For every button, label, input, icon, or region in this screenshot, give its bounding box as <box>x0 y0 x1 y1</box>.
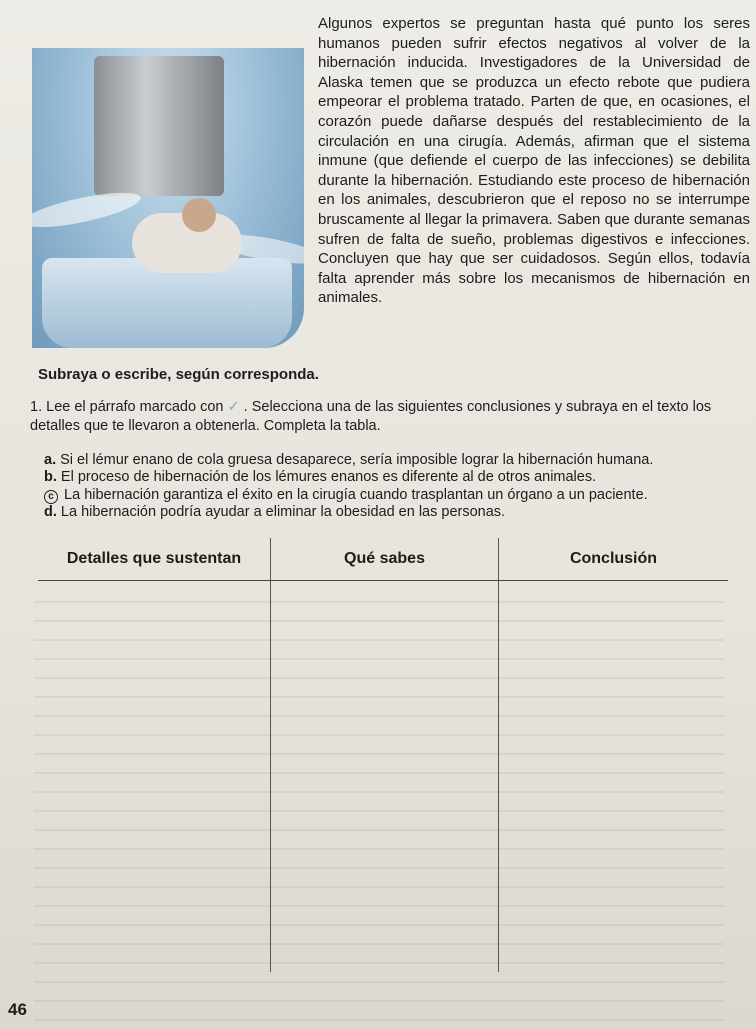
option-a[interactable] <box>44 452 744 469</box>
option-letter: a. <box>44 452 57 468</box>
option-text: Si el lémur enano de cola gruesa desaparece, sería imposible lograr la hibernación humana. <box>60 452 654 468</box>
option-d[interactable] <box>44 504 744 521</box>
photo-face-shape <box>182 198 216 232</box>
question-1 <box>30 398 730 436</box>
cell-conclusion[interactable] <box>499 581 729 973</box>
header-details: Detalles que sustentan <box>38 538 271 581</box>
option-text: La hibernación podría ayudar a eliminar la obesidad en las personas. <box>60 504 506 521</box>
option-b[interactable] <box>44 469 744 486</box>
photo-splash-shape <box>32 186 143 234</box>
question-text-before: Lee el párrafo marcado con <box>46 399 224 415</box>
option-text: La hibernación garantiza el éxito en la cirugía cuando trasplantan un órgano a un paciente. <box>64 486 648 503</box>
hibernation-photo <box>32 48 304 348</box>
reading-paragraph: Algunos expertos se preguntan hasta qué punto los seres humanos pueden sufrir efectos negativos al volver de la hibernación inducida. Investigadores de la Universidad de Alaska temen que se produzca un efecto rebote que pudiera empeorar el problema tratado. Parten de que, en ocasiones, el corazón puede dañarse después del restablecimiento de la circulación en una cirugía. Además, afirman que el sistema inmune (que defiende el cuerpo de las infecciones) se debilita durante la hibernación. Estudiando este proceso de hibernación en los animales, descubrieron que el reposo no se interrumpe bruscamente al llegar la primavera. Saben que durante semanas sufren de falta de sueño, problemas digestivos e infecciones. Concluyen que hay que ser cuidadosos. Según ellos, todavía falta aprender más sobre los mecanismos de hibernación en animales. <box>318 15 750 307</box>
cell-details[interactable] <box>38 581 271 973</box>
option-c[interactable] <box>44 487 744 504</box>
instruction-heading: Subraya o escribe, según corresponda. <box>38 366 319 383</box>
header-conclusion: Conclusión <box>499 538 729 581</box>
answer-table <box>38 538 728 972</box>
checkmark-icon: ✓ <box>227 399 240 415</box>
option-letter-circled: c <box>44 490 58 504</box>
page-number: 46 <box>8 1000 27 1019</box>
option-text: El proceso de hibernación de los lémures enanos es diferente al de otros animales. <box>60 469 597 486</box>
question-number: 1. <box>30 399 43 415</box>
question-text-after: . Selecciona una de las siguientes conclusiones y subraya en el texto los detalles que te llevaron a obtenerla. Completa la tabla. <box>30 399 712 434</box>
option-letter: b. <box>44 469 57 486</box>
cell-what-you-know[interactable] <box>271 581 499 973</box>
header-what-you-know: Qué sabes <box>271 538 499 581</box>
option-letter: d. <box>44 504 57 521</box>
options-list <box>44 452 744 522</box>
photo-tube-shape <box>94 56 224 196</box>
